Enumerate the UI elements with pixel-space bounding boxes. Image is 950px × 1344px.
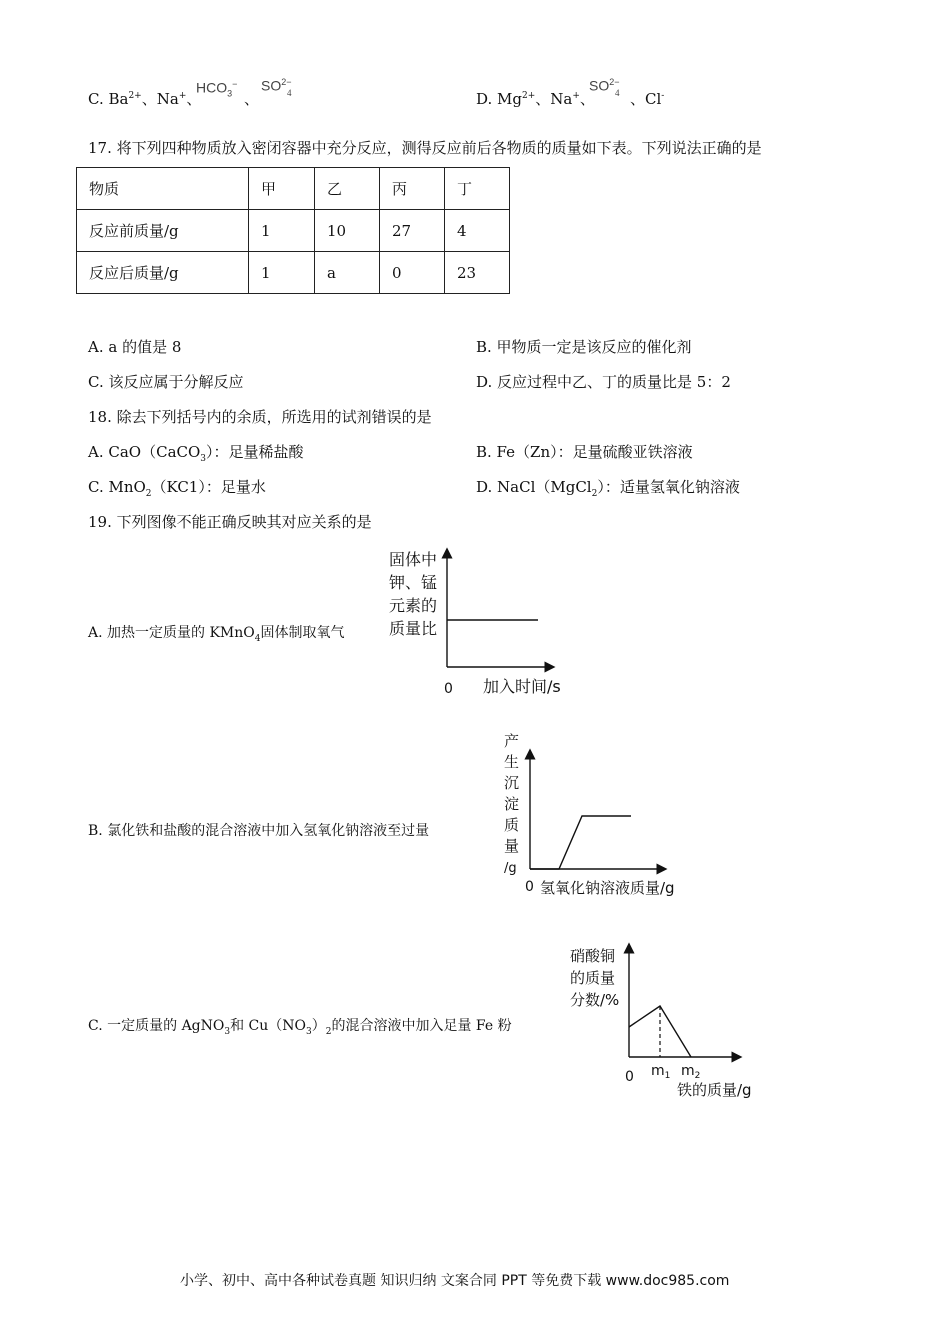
q17-option-a: A. a 的值是 8 (88, 338, 182, 356)
graph-c (565, 940, 780, 1105)
q16-option-c-sep: 、 (244, 90, 260, 108)
q18-option-d: D. NaCl（MgCl$_2$）：适量氢氧化钠溶液 (476, 478, 740, 499)
page-footer: 小学、初中、高中各种试卷真题 知识归纳 文案合同 PPT 等免费下载 www.doc985.com (180, 1273, 730, 1289)
graph-a-ylabel-4: 质量比 (389, 619, 438, 638)
table-cell: 1 (249, 210, 315, 252)
graph-b-ylabel-1: 产 (504, 732, 520, 750)
q19-option-b: B. 氯化铁和盐酸的混合溶液中加入氢氧化钠溶液至过量 (88, 823, 430, 839)
graph-b-xlabel: 氢氧化钠溶液质量/g (540, 879, 675, 897)
graph-a (380, 545, 580, 700)
graph-a-xlabel: 加入时间/s (483, 677, 561, 696)
q18-option-b: B. Fe（Zn）：足量硫酸亚铁溶液 (476, 443, 693, 461)
q16-option-d-so4-sub: 4 (615, 88, 620, 98)
table-header-cell: 丁 (445, 168, 510, 210)
graph-b-curve (530, 816, 631, 869)
q17-option-b: B. 甲物质一定是该反应的催化剂 (476, 338, 692, 356)
graph-c-ylabel-3: 分数/% (570, 991, 620, 1009)
q16-option-c: C. $Ba^{2+}$、Na+、 (88, 90, 202, 108)
table-cell: 27 (380, 210, 445, 252)
q16-option-d: D. $Mg^{2+}$、Na+、 (476, 90, 595, 108)
q19-option-c: C. 一定质量的 AgNO$_3$和 $Cu(NO_3)_2$的混合溶液中加入足量 Fe 粉 (88, 1018, 512, 1037)
graph-c-m2-label: $m_2$ (681, 1063, 701, 1081)
q16-option-c-so4: $SO^{2-}$ (261, 77, 292, 94)
table-header-cell: 丙 (380, 168, 445, 210)
graph-a-origin: 0 (444, 681, 453, 697)
q17-stem: 17. 将下列四种物质放入密闭容器中充分反应，测得反应前后各物质的质量如下表。下列说法正确的是 (88, 139, 762, 157)
table-cell: 10 (315, 210, 380, 252)
table-header-cell: 乙 (315, 168, 380, 210)
q17-option-d: D. 反应过程中乙、丁的质量比是 5：2 (476, 373, 731, 391)
graph-b-origin: 0 (525, 879, 534, 895)
q18-option-a: A. CaO（CaCO$_3$）：足量稀盐酸 (88, 443, 304, 464)
graph-b-ylabel-6: 量 (504, 837, 520, 855)
graph-a-ylabel-2: 钾、锰 (389, 573, 438, 592)
graph-c-ylabel-1: 硝酸铜 (570, 947, 616, 965)
table-cell: 1 (249, 252, 315, 294)
table-row (77, 252, 510, 294)
q16-option-c-hco3: $HCO_3^-$ (196, 79, 238, 99)
q19-stem: 19. 下列图像不能正确反映其对应关系的是 (88, 513, 372, 531)
q17-mass-table (76, 167, 510, 294)
table-cell: 反应前质量/g (77, 210, 249, 252)
graph-b-ylabel-2: 生 (504, 753, 520, 771)
graph-c-xlabel: 铁的质量/g (677, 1081, 752, 1099)
graph-c-m1-label: $m_1$ (651, 1063, 671, 1081)
graph-b-ylabel-7: /g (504, 861, 517, 876)
table-header-cell: 甲 (249, 168, 315, 210)
table-cell: a (315, 252, 380, 294)
q16-option-d-tail: 、Cl- (630, 90, 665, 108)
graph-c-origin: 0 (625, 1069, 634, 1085)
graph-c-ylabel-2: 的质量 (570, 969, 616, 987)
table-cell: 0 (380, 252, 445, 294)
graph-b-ylabel-5: 质 (504, 816, 520, 834)
graph-a-ylabel-3: 元素的 (389, 596, 438, 615)
table-cell: 23 (445, 252, 510, 294)
graph-b (497, 732, 707, 902)
q18-option-c: C. MnO$_2$（KC1）：足量水 (88, 478, 266, 499)
q17-option-c: C. 该反应属于分解反应 (88, 373, 244, 391)
graph-b-ylabel-3: 沉 (504, 774, 520, 792)
table-cell: 4 (445, 210, 510, 252)
q19-option-a: A. 加热一定质量的 KMnO$_4$固体制取氧气 (88, 625, 345, 644)
table-row (77, 168, 510, 210)
graph-a-ylabel-1: 固体中 (389, 550, 438, 569)
q16-option-c-so4-sub: 4 (287, 88, 292, 98)
q16-option-d-so4: $SO^{2-}$ (589, 77, 620, 94)
table-cell: 反应后质量/g (77, 252, 249, 294)
table-row (77, 210, 510, 252)
q18-stem: 18. 除去下列括号内的余质，所选用的试剂错误的是 (88, 408, 432, 426)
graph-b-ylabel-4: 淀 (504, 795, 520, 813)
table-header-cell: 物质 (77, 168, 249, 210)
